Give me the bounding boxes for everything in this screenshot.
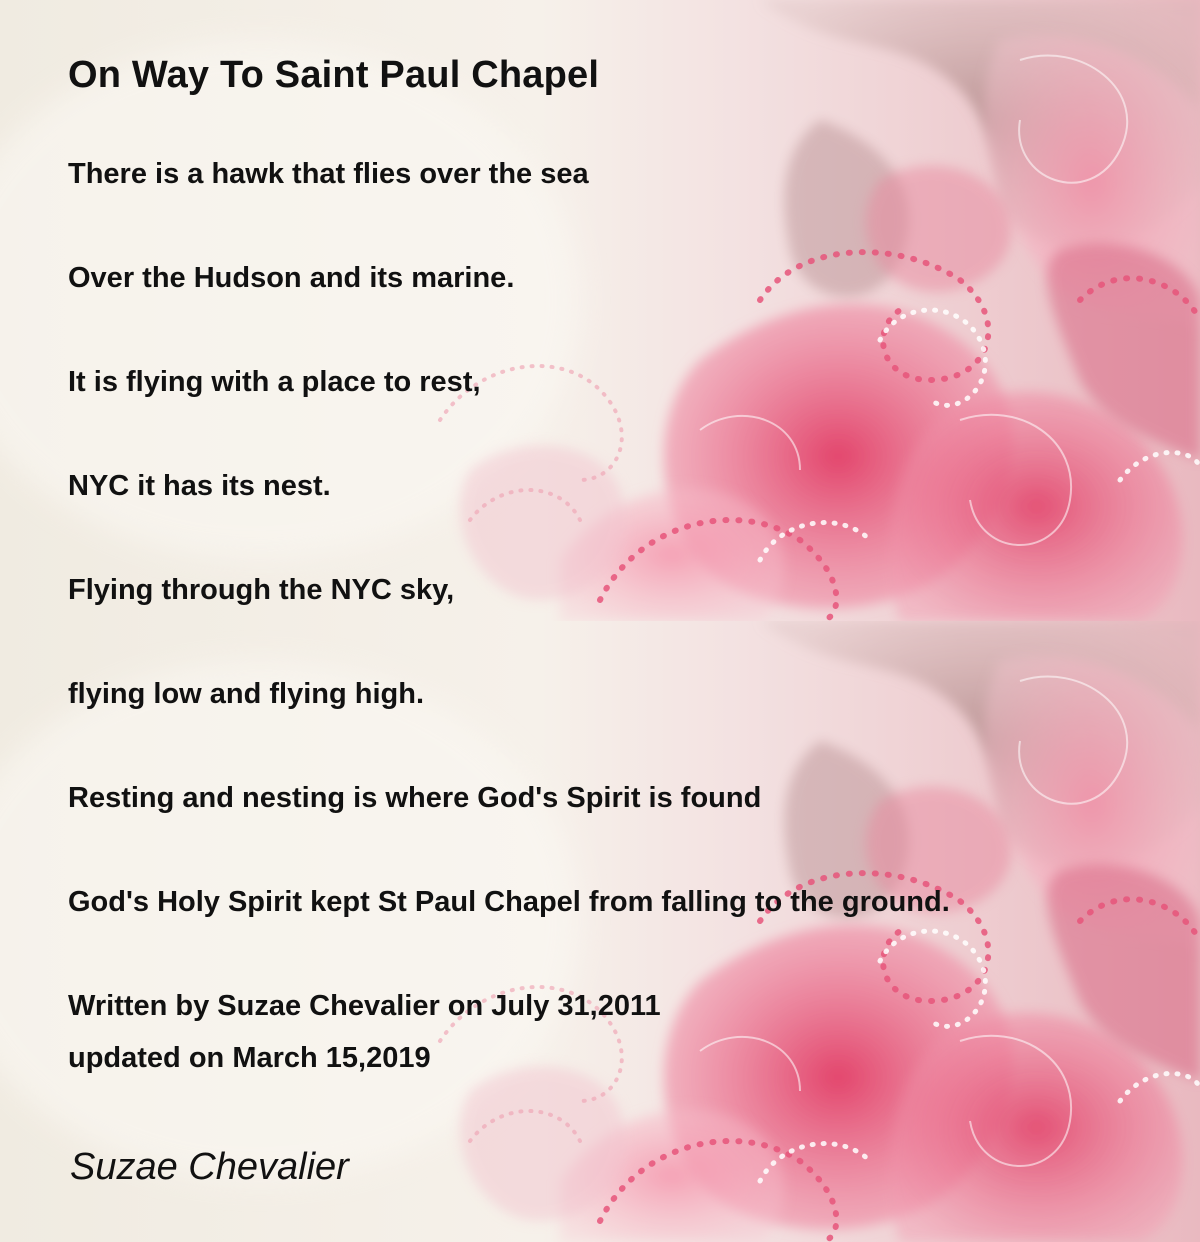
- poem-title: On Way To Saint Paul Chapel: [68, 54, 600, 96]
- updated-note: updated on March 15,2019: [68, 1042, 431, 1074]
- written-by-note: Written by Suzae Chevalier on July 31,2011: [68, 990, 661, 1022]
- poem-line: There is a hawk that flies over the sea: [68, 158, 589, 190]
- author-signature: Suzae Chevalier: [70, 1146, 349, 1188]
- poem-line: Over the Hudson and its marine.: [68, 262, 515, 294]
- poem-line: God's Holy Spirit kept St Paul Chapel from falling to the ground.: [68, 886, 950, 918]
- poem-line: NYC it has its nest.: [68, 470, 331, 502]
- poem-line: Flying through the NYC sky,: [68, 574, 455, 606]
- poem-line: It is flying with a place to rest,: [68, 366, 481, 398]
- poem-line: flying low and flying high.: [68, 678, 425, 710]
- poem-line: Resting and nesting is where God's Spirit is found: [68, 782, 762, 814]
